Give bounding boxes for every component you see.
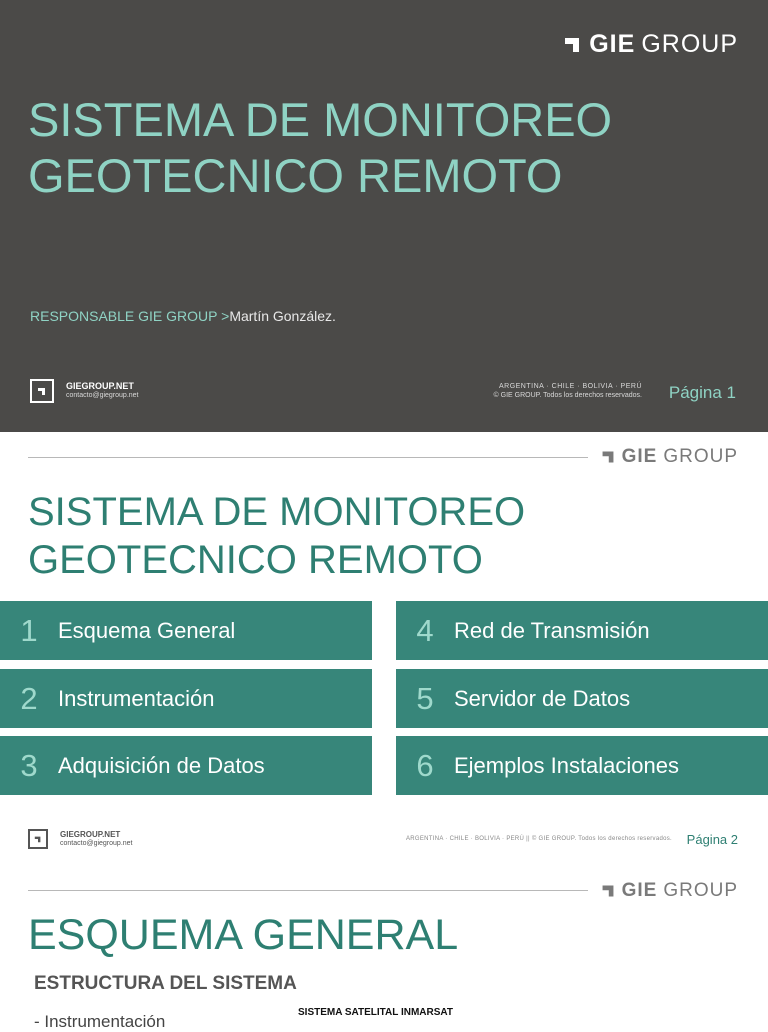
gie-group-logo — [601, 446, 738, 468]
header-rule — [28, 890, 588, 891]
footer-email[interactable]: contacto@giegroup.net — [66, 392, 139, 399]
index-title — [28, 488, 525, 584]
tile-label: Instrumentación — [58, 685, 215, 711]
tile-number: 4 — [416, 612, 434, 648]
page-number: Página 2 — [686, 832, 738, 847]
footer-rights: © GIE GROUP. Todos los derechos reservados. — [493, 392, 642, 399]
page-number: Página 1 — [668, 383, 736, 402]
scheme-list-item: - Instrumentación — [34, 1012, 166, 1031]
footer-countries: ARGENTINA · CHILE · BOLIVIA · PERÚ — [498, 383, 642, 390]
diagram-label: SISTEMA SATELITAL INMARSAT — [298, 1007, 453, 1018]
corner-arrow-icon — [30, 831, 46, 847]
cover-title — [28, 92, 728, 204]
logo-group-text: GROUP — [663, 880, 738, 901]
cover-title-line1: SISTEMA DE MONITOREO — [28, 93, 613, 146]
tile-label: Servidor de Datos — [454, 685, 631, 711]
logo-gie-text: GIE — [589, 30, 636, 58]
footer-logo-box — [30, 379, 54, 403]
footer-logo-box — [28, 829, 48, 849]
scheme-subtitle: ESTRUCTURA DEL SISTEMA — [34, 973, 297, 994]
cover-title-line2: GEOTECNICO REMOTO — [28, 149, 563, 202]
gie-logo-mark-icon — [563, 36, 581, 54]
footer-site[interactable]: GIEGROUP.NET — [66, 381, 134, 391]
tile-number: 6 — [416, 747, 434, 783]
index-tile-4[interactable] — [396, 601, 768, 660]
responsible-label: RESPONSABLE GIE GROUP > — [30, 308, 230, 324]
index-tile-6[interactable] — [396, 736, 768, 795]
index-tile-2[interactable] — [0, 669, 372, 728]
index-tile-5[interactable] — [396, 669, 768, 728]
cover-slide — [0, 0, 768, 432]
footer-email[interactable]: contacto@giegroup.net — [60, 840, 133, 847]
tile-label: Esquema General — [58, 617, 236, 643]
gie-logo-mark-icon — [601, 450, 615, 464]
tile-label: Adquisición de Datos — [58, 752, 265, 778]
footer-site[interactable]: GIEGROUP.NET — [60, 830, 121, 839]
gie-logo-mark-icon — [601, 884, 615, 898]
tile-number: 2 — [20, 680, 38, 716]
logo-gie-text: GIE — [621, 446, 658, 467]
tile-label: Red de Transmisión — [454, 617, 650, 643]
gie-group-logo — [601, 880, 738, 902]
index-tile-1[interactable] — [0, 601, 372, 660]
header-rule — [28, 457, 588, 458]
index-title-line1: SISTEMA DE MONITOREO — [28, 490, 526, 534]
index-slide — [0, 432, 768, 864]
tile-number: 3 — [20, 747, 38, 783]
logo-gie-text: GIE — [621, 880, 658, 901]
tile-number: 5 — [416, 680, 434, 716]
scheme-slide — [0, 864, 768, 1031]
tile-number: 1 — [20, 612, 38, 648]
logo-group-text: GROUP — [641, 30, 738, 58]
footer-legal: ARGENTINA · CHILE · BOLIVIA · PERÚ || © GIE GROUP. Todos los derechos reservados. — [405, 836, 672, 842]
index-tile-3[interactable] — [0, 736, 372, 795]
tile-label: Ejemplos Instalaciones — [454, 752, 680, 778]
responsible-line — [30, 308, 336, 324]
logo-group-text: GROUP — [663, 446, 738, 467]
scheme-title: ESQUEMA GENERAL — [28, 911, 459, 959]
gie-group-logo — [563, 30, 738, 59]
responsible-name: Martín González. — [229, 308, 336, 324]
corner-arrow-icon — [32, 381, 52, 401]
index-title-line2: GEOTECNICO REMOTO — [28, 538, 483, 582]
